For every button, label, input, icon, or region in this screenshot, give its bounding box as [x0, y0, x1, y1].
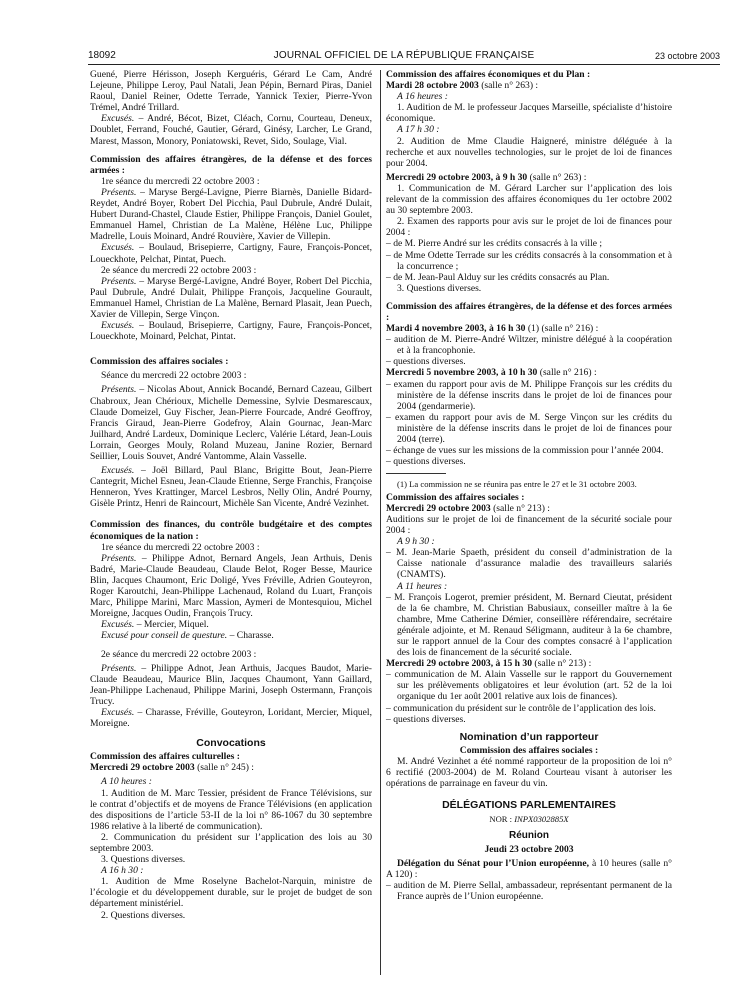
time-slot: A 11 heures : [397, 580, 448, 592]
time-slot: A 17 h 30 : [397, 124, 440, 136]
agenda-intro: Auditions sur le projet de loi de financement de la sécurité sociale pour 2004 : [386, 513, 672, 537]
agenda-item: 1. Audition de M. Marc Tessier, président de France Télévisions, sur le contrat d’objectifs et de moyens de France Télévisions (en application des dispositions de l’article 53-II de la loi n° 86-1067 du 30 septembre 1986 relative à la liberté de communication). [90, 787, 372, 832]
excused-list [90, 242, 372, 264]
agenda-subitem: – examen du rapport pour avis de M. Philippe François sur les crédits du ministère de la défense inscrits dans le projet de loi de finances pour 2004 (gendarmerie). [386, 378, 672, 412]
excused-list [90, 320, 372, 342]
agenda-subitem: – communication du président sur le contrôle de l’application des lois. [386, 702, 656, 714]
agenda-item: 3. Questions diverses. [101, 854, 186, 866]
excused-list [90, 619, 372, 630]
agenda-subitem: – M. François Logerot, premier président, M. Bernard Cieutat, président de la 6e chambre, M. Christian Babusiaux, conseiller maître à la 6e chambre, Mme Catherine Démier, conseillère référendaire, secrétaire générale adjointe, et M. Renaud Séligmann, auditeur à la 6e chambre, sur le rapport annuel de la Cour des comptes consacré à l’application des lois de financement de la sécurité sociale. [386, 591, 672, 659]
agenda-item: 1. Audition de M. le professeur Jacques Marseille, spécialiste d’histoire économique. [386, 102, 672, 125]
meeting-date [386, 80, 672, 91]
section-heading-reunion: Réunion [509, 830, 549, 842]
meeting-date-bold: Mercredi 5 novembre 2003, à 10 h 30 [386, 367, 538, 379]
commission-heading: Commission des finances, du contrôle budgétaire et des comptes économiques de la nation : [90, 519, 372, 542]
commission-heading: Commission des affaires sociales : [386, 491, 525, 503]
agenda-subitem: – de M. Jean-Paul Alduy sur les crédits consacrés au Plan. [386, 271, 610, 283]
section-heading-convocations: Convocations [196, 737, 266, 750]
delegation-time: à 10 heures (salle n° A 120) : [386, 857, 672, 880]
commission-heading: Commission des affaires étrangères, de la défense et des forces armées : [90, 153, 372, 176]
meeting-date [386, 658, 672, 669]
excused-list [90, 707, 372, 729]
excused-questure [90, 630, 372, 641]
present-list [90, 553, 372, 620]
present-list [90, 187, 372, 242]
session-title: 2e séance du mercredi 22 octobre 2003 : [101, 648, 257, 660]
journal-title: JOURNAL OFFICIEL DE LA RÉPUBLIQUE FRANÇAISE [273, 50, 535, 61]
meeting-date [386, 172, 672, 183]
time-slot: A 16 h 30 : [101, 865, 144, 877]
excused-list [90, 465, 372, 509]
agenda-subitem: – audition de M. Pierre-André Wiltzer, ministre délégué à la coopération et à la francophonie. [386, 334, 672, 357]
present-names: – Philippe Adnot, Bernard Angels, Jean Arthuis, Denis Badré, Marie-Claude Beaudeau, Claude Belot, Roger Besse, Maurice Blin, Jacques Chaumont, Eric Doligé, Yves Fréville, Adrien Gouteyron, Roger Karoutchi, Jean-Philippe Lachenaud, Roland du Luart, François Marc, Philippe Marini, Marc Massion, Aymeri de Montesquiou, Michel Moreigne, Jacques Oudin, François Trucy. [90, 552, 372, 620]
present-label: Présents. [101, 275, 137, 287]
agenda-subitem: – audition de M. Pierre Sellal, ambassadeur, représentant permanent de la France auprès de l’Union européenne. [386, 879, 672, 902]
header-rule [88, 64, 720, 65]
meeting-day: Jeudi 23 octobre 2003 [484, 843, 574, 855]
agenda-item: 2. Questions diverses. [101, 909, 186, 921]
commission-heading: Commission des affaires sociales : [459, 744, 599, 756]
agenda-item: 1. Audition de Mme Roselyne Bachelot-Narquin, ministre de l’écologie et du développement durable, sur le projet de budget de son département ministériel. [90, 876, 372, 910]
footnote-separator [386, 473, 446, 474]
footnote: (1) La commission ne se réunira pas entre le 27 et le 31 octobre 2003. [397, 479, 637, 490]
agenda-subitem: – M. Jean-Marie Spaeth, président du conseil d’administration de la Caisse nationale d’assurance maladie des travailleurs salariés (CNAMTS). [386, 547, 672, 581]
nor-reference [386, 814, 672, 825]
nor-value: INPX0302885X [512, 814, 569, 825]
session-title: 2e séance du mercredi 22 octobre 2003 : [101, 264, 257, 276]
excused-label: Excusés. [101, 113, 135, 125]
excused-questure-names: – Charasse. [227, 630, 274, 642]
present-list [90, 663, 372, 707]
agenda-item: 1. Communication de M. Gérard Larcher sur l’application des lois relevant de la commission des affaires économiques du 1er octobre 2002 au 30 septembre 2003. [386, 182, 672, 217]
meeting-date [386, 367, 672, 378]
time-slot: A 9 h 30 : [397, 536, 435, 548]
excused-label: Excusés. [101, 320, 135, 332]
excused-names: – Joël Billard, Paul Blanc, Brigitte Bout, Jean-Pierre Cantegrit, Michel Esneu, Jean-Claude Etienne, Serge Franchis, Françoise Henneron, Yves Krattinger, Marcel Lesbros, Nelly Olin, André Pourny, Gisèle Printz, Henri de Raincourt, Michèle San Vicente, André Vezinhet. [90, 465, 372, 510]
commission-heading: Commission des affaires économiques et du Plan : [386, 69, 591, 80]
nor-label: NOR : [489, 814, 513, 825]
agenda-subitem: – questions diverses. [386, 456, 466, 468]
meeting-room: (salle n° 216) : [537, 367, 597, 379]
meeting-date [386, 503, 672, 514]
agenda-item: 2. Examen des rapports pour avis sur le projet de loi de finances pour 2004 : [386, 216, 672, 239]
delegation-name: Délégation du Sénat pour l’Union européenne, [397, 857, 590, 869]
present-names: – Philippe Adnot, Jean Arthuis, Jacques Baudot, Marie-Claude Beaudeau, Maurice Blin, Jacques Chaumont, Yann Gaillard, Jean-Philippe Lachenaud, Philippe Marini, Joseph Ostermann, François Trucy. [90, 662, 372, 707]
agenda-item: 3. Questions diverses. [397, 282, 482, 294]
agenda-subitem: – échange de vues sur les missions de la commission pour l’année 2004. [386, 445, 664, 457]
meeting-room: (salle n° 263) : [527, 171, 587, 183]
meeting-date [90, 762, 372, 773]
meeting-date-bold: Mercredi 29 octobre 2003 [386, 502, 491, 514]
column-divider [380, 70, 381, 975]
section-heading-delegations: DÉLÉGATIONS PARLEMENTAIRES [442, 799, 616, 812]
meeting-date-bold: Mercredi 29 octobre 2003, à 9 h 30 [386, 171, 528, 183]
agenda-subitem: – examen du rapport pour avis de M. Serge Vinçon sur les crédits du ministère de la défense inscrits dans le projet de loi de finances pour 2004 (terre). [386, 411, 672, 445]
right-column [386, 69, 672, 902]
excused-questure-label: Excusé pour conseil de questure. [101, 630, 228, 642]
session-title: Séance du mercredi 22 octobre 2003 : [101, 370, 247, 382]
section-heading-nomination: Nomination d’un rapporteur [459, 730, 599, 743]
agenda-subitem: – communication de M. Alain Vasselle sur le rapport du Gouvernement sur les prélèvements obligatoires et leur évolution (art. 52 de la loi organique du 1er août 2001 relative aux lois de finances). [386, 669, 672, 703]
meeting-date-bold: Mardi 4 novembre 2003, à 16 h 30 [386, 323, 526, 335]
agenda-subitem: – de Mme Odette Terrade sur les crédits consacrés à la consommation et à la concurrence ; [386, 249, 672, 272]
excused-names: – Boulaud, Brisepierre, Cartigny, Faure, François-Poncet, Loueckhote, Pelchat, Pintat, Puech. [90, 242, 372, 265]
nomination-text: M. André Vezinhet a été nommé rapporteur de la proposition de loi n° 6 rectifié (2003-2004) de M. Roland Courteau visant à autoriser les opérations de parrainage en faveur du vin. [386, 755, 672, 790]
agenda-subitem: – questions diverses. [386, 713, 466, 725]
excused-names: – Charasse, Fréville, Gouteyron, Loridant, Mercier, Miquel, Moreigne. [90, 706, 372, 730]
excused-list [90, 113, 372, 146]
present-label: Présents. [101, 552, 137, 564]
page-header [88, 49, 720, 63]
meeting-room: (salle n° 245) : [194, 762, 254, 774]
present-names: – Maryse Bergé-Lavigne, Pierre Biarnès, Danielle Bidard-Reydet, André Boyer, Robert Del Picchia, Paul Dubrule, André Dulait, Hubert Durand-Chastel, Claude Estier, Philippe François, Daniel Goulet, Emmanuel Hamel, Christian de La Malène, Hélène Luc, Philippe Madrelle, Louis Moinard, André Rouvière, Xavier de Villepin. [90, 186, 372, 243]
excused-names: – Mercier, Miquel. [134, 619, 209, 631]
meeting-date-bold: Mardi 28 octobre 2003 [386, 80, 479, 92]
meeting-room: (salle n° 213) : [532, 658, 592, 670]
member-list: Guené, Pierre Hérisson, Joseph Kerguéris, Gérard Le Cam, André Lejeune, Philippe Leroy, Paul Natali, Jean Pépin, Bernard Piras, Daniel Raoul, Daniel Reiner, Odette Terrade, Yannick Texier, Pierre-Yvon Trémel, André Trillard. [90, 69, 372, 114]
meeting-room: (1) (salle n° 216) : [525, 323, 599, 335]
meeting-room: (salle n° 213) : [490, 502, 550, 514]
meeting-date [386, 323, 672, 334]
present-list [90, 384, 372, 462]
meeting-date-bold: Mercredi 29 octobre 2003, à 15 h 30 [386, 658, 533, 670]
agenda-subitem: – questions diverses. [386, 356, 466, 368]
issue-date: 23 octobre 2003 [654, 51, 720, 61]
meeting-date-bold: Mercredi 29 octobre 2003 [90, 762, 195, 774]
agenda-item: 2. Audition de Mme Claudie Haigneré, ministre déléguée à la recherche et aux nouvelles technologies, sur le projet de loi de finances pour 2004. [386, 135, 672, 169]
agenda-item: 2. Communication du président sur l’application des lois au 30 septembre 2003. [90, 831, 372, 854]
present-list [90, 276, 372, 320]
excused-names: – Boulaud, Brisepierre, Cartigny, Faure, François-Poncet, Loueckhote, Moinard, Pelchat, Pintat. [90, 320, 372, 343]
delegation-meeting [386, 858, 672, 880]
present-names: – Nicolas About, Annick Bocandé, Bernard Cazeau, Gilbert Chabroux, Jean Chérioux, Michelle Demessine, Sylvie Desmarescaux, Claude Domeizel, Guy Fischer, Jean-Pierre Fourcade, André Geoffroy, Francis Giraud, Jean-Pierre Godefroy, Alain Gournac, Jean-Marc Juilhard, André Lardeux, Dominique Leclerc, Valérie Létard, Jean-Louis Lorrain, Georges Mouly, Roland Muzeau, Janine Rozier, Bernard Seillier, Louis Souvet, André Vantomme, Alain Vasselle. [90, 384, 372, 462]
page-number: 18092 [88, 50, 116, 61]
present-label: Présents. [101, 384, 137, 396]
excused-label: Excusés. [101, 242, 135, 254]
commission-heading: Commission des affaires sociales : [90, 356, 229, 368]
meeting-room: (salle n° 263) : [478, 80, 539, 92]
excused-label: Excusés. [101, 465, 135, 477]
left-column [90, 69, 372, 921]
excused-names: – André, Bécot, Bizet, Cléach, Cornu, Courteau, Deneux, Doublet, Ferrand, Fouché, Gautier, Gérard, Ginésy, Larcher, Le Grand, Marest, Masson, Monory, Poniatowski, Revet, Sido, Soulage, Vial. [90, 113, 372, 147]
excused-label: Excusés. [101, 619, 135, 631]
present-label: Présents. [101, 186, 137, 198]
time-slot: A 16 heures : [397, 91, 448, 103]
present-names: – Maryse Bergé-Lavigne, André Boyer, Robert Del Picchia, Paul Dubrule, André Dulait, Philippe François, Jacqueline Gourault, Emmanuel Hamel, Christian de La Malène, Bernard Plasait, Jean Puech, Xavier de Villepin, Serge Vinçon. [90, 275, 372, 320]
agenda-subitem: – de M. Pierre André sur les crédits consacrés à la ville ; [386, 238, 603, 250]
session-title: 1re séance du mercredi 22 octobre 2003 : [101, 175, 260, 187]
session-title: 1re séance du mercredi 22 octobre 2003 : [101, 541, 260, 553]
commission-heading: Commission des affaires étrangères, de la défense et des forces armées : [386, 300, 672, 323]
commission-heading: Commission des affaires culturelles : [90, 751, 240, 763]
excused-label: Excusés. [101, 706, 135, 718]
present-label: Présents. [101, 662, 137, 674]
time-slot: A 10 heures : [101, 776, 152, 788]
